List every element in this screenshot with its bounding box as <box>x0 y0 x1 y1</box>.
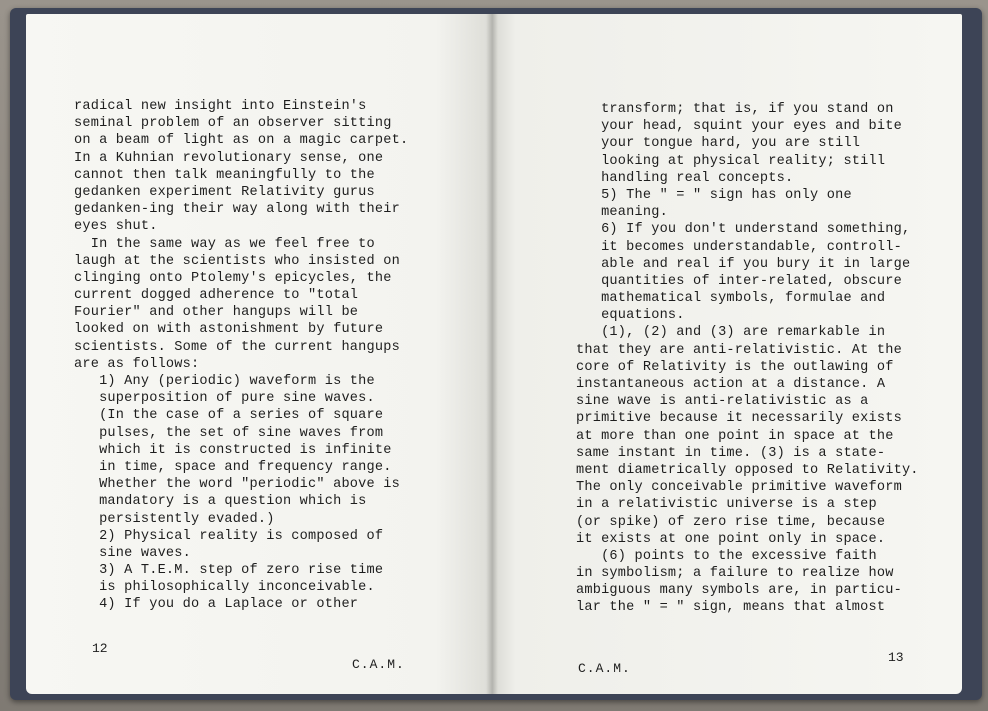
text-line: (or spike) of zero rise time, because <box>576 514 886 530</box>
text-line: handling real concepts. <box>576 170 794 186</box>
text-line: mandatory is a question which is <box>74 494 367 510</box>
text-line: 3) A T.E.M. step of zero rise time <box>74 563 384 579</box>
text-line: core of Relativity is the outlawing of <box>576 359 894 375</box>
left-page <box>26 14 492 694</box>
text-line: gedanken experiment Relativity gurus <box>74 184 375 200</box>
text-line: 1) Any (periodic) waveform is the <box>74 374 375 389</box>
text-line: eyes shut. <box>74 219 158 235</box>
text-line: ment diametrically opposed to Relativity. <box>576 462 919 478</box>
text-line: able and real if you bury it in large <box>576 256 911 272</box>
text-line: laugh at the scientists who insisted on <box>74 253 400 269</box>
right-page <box>492 14 962 694</box>
left-page-text <box>74 98 408 614</box>
text-line: persistently evaded.) <box>74 511 275 527</box>
text-line: In a Kuhnian revolutionary sense, one <box>74 150 384 166</box>
text-line: it exists at one point only in space. <box>576 531 886 547</box>
text-line: superposition of pure sine waves. <box>74 391 375 407</box>
right-page-text <box>576 101 919 617</box>
text-line: sine waves. <box>74 545 192 561</box>
text-line: in a relativistic universe is a step <box>576 497 877 513</box>
text-line: which it is constructed is infinite <box>74 442 392 458</box>
text-line: are as follows: <box>74 356 200 372</box>
text-line: cannot then talk meaningfully to the <box>74 167 375 183</box>
book-gutter <box>486 14 498 694</box>
text-line: same instant in time. (3) is a state- <box>576 445 886 461</box>
text-line: (6) points to the excessive faith <box>576 548 877 564</box>
text-line: gedanken-ing their way along with their <box>74 202 400 218</box>
text-line: transform; that is, if you stand on <box>576 102 894 117</box>
text-line: scientists. Some of the current hangups <box>74 339 400 355</box>
text-line: 4) If you do a Laplace or other <box>74 597 359 613</box>
text-line: looked on with astonishment by future <box>74 322 384 338</box>
text-line: lar the " = " sign, means that almost <box>576 600 886 616</box>
footer-right: C.A.M. <box>578 661 631 676</box>
text-line: at more than one point in space at the <box>576 428 894 444</box>
text-line: (In the case of a series of square <box>74 408 384 424</box>
text-line: current dogged adherence to "total <box>74 288 359 304</box>
text-line: instantaneous action at a distance. A <box>576 377 886 392</box>
text-line: ambiguous many symbols are, in particu- <box>576 583 902 599</box>
text-line: seminal problem of an observer sitting <box>74 116 392 132</box>
page-number-right: 13 <box>888 650 904 665</box>
text-line: 2) Physical reality is composed of <box>74 528 384 544</box>
text-line: that they are anti-relativistic. At the <box>576 342 902 358</box>
text-line: 5) The " = " sign has only one <box>576 187 852 203</box>
text-line: radical new insight into Einstein's <box>74 99 367 114</box>
footer-left: C.A.M. <box>352 657 405 672</box>
text-line: (1), (2) and (3) are remarkable in <box>576 325 886 341</box>
text-line: in symbolism; a failure to realize how <box>576 566 894 582</box>
text-line: 6) If you don't understand something, <box>576 222 911 238</box>
text-line: pulses, the set of sine waves from <box>74 425 384 441</box>
text-line: The only conceivable primitive waveform <box>576 480 902 496</box>
text-line: your tongue hard, you are still <box>576 136 861 152</box>
text-line: equations. <box>576 308 685 324</box>
text-line: in time, space and frequency range. <box>74 459 392 475</box>
text-line: looking at physical reality; still <box>576 153 886 169</box>
text-line: primitive because it necessarily exists <box>576 411 902 427</box>
text-line: meaning. <box>576 205 668 221</box>
text-line: it becomes understandable, controll- <box>576 239 902 255</box>
text-line: sine wave is anti-relativistic as a <box>576 394 869 410</box>
text-line: quantities of inter-related, obscure <box>576 273 902 289</box>
text-line: your head, squint your eyes and bite <box>576 119 902 135</box>
text-line: In the same way as we feel free to <box>74 236 375 252</box>
text-line: clinging onto Ptolemy's epicycles, the <box>74 270 392 286</box>
text-line: mathematical symbols, formulae and <box>576 291 886 307</box>
text-line: on a beam of light as on a magic carpet. <box>74 133 409 149</box>
text-line: Fourier" and other hangups will be <box>74 305 359 321</box>
page-number-left: 12 <box>92 641 108 656</box>
text-line: Whether the word "periodic" above is <box>74 477 400 493</box>
text-line: is philosophically inconceivable. <box>74 580 375 596</box>
